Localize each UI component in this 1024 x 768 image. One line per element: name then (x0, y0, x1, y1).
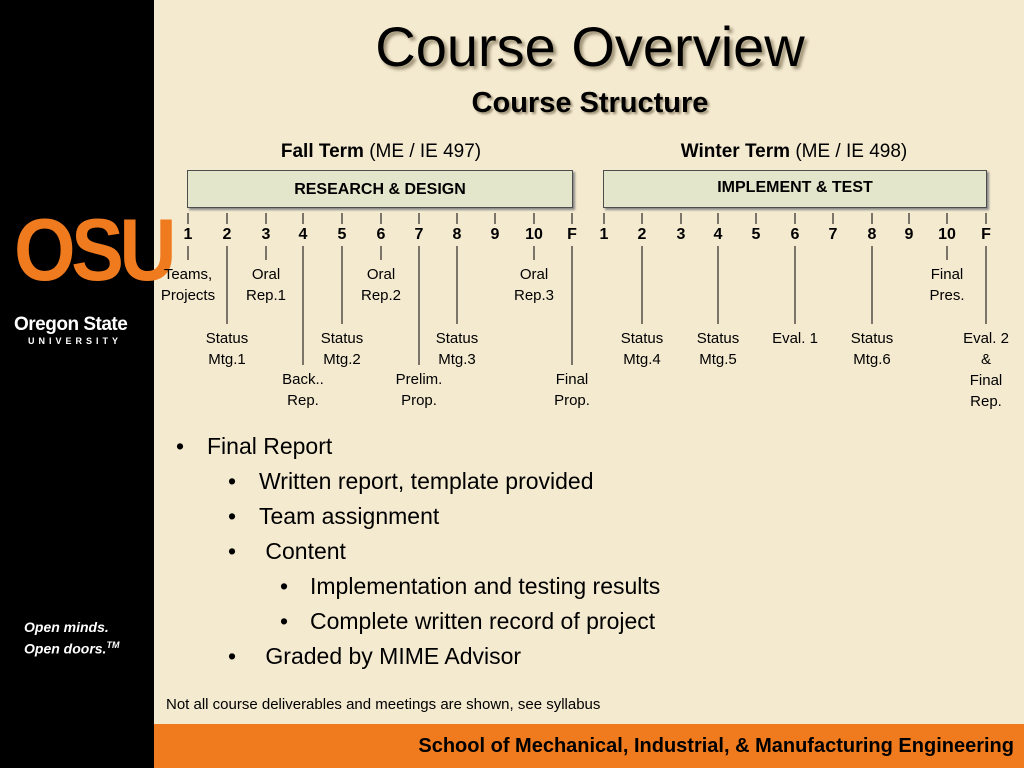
winter-week-label: F (981, 226, 991, 243)
timeline-event-line: Eval. 2 (963, 330, 1009, 347)
winter-term-name: Winter Term (680, 141, 791, 162)
timeline-event (321, 328, 364, 370)
timeline-event (361, 264, 401, 306)
winter-week-label: 3 (676, 226, 686, 243)
bullet-dot-icon: • (176, 433, 185, 459)
fall-week-label: 10 (525, 226, 543, 243)
timeline-event (282, 369, 324, 411)
timeline-event-line: Final (969, 372, 1003, 389)
winter-week-label: 9 (904, 226, 914, 243)
timeline-event-line: Final (555, 371, 589, 388)
bullet-item-level-3: Implementation and testing results (310, 573, 661, 599)
footer-bar (154, 724, 1024, 768)
bullet-dot-icon: • (228, 538, 237, 564)
fall-phase-box: RESEARCH & DESIGN (187, 170, 573, 208)
fall-term-course: (ME / IE 497) (369, 141, 482, 162)
winter-week-label: 10 (938, 226, 956, 243)
fall-week-label: 5 (337, 226, 347, 243)
timeline-event-line: Status (435, 330, 479, 347)
timeline-event-line: Oral (366, 266, 396, 283)
osu-logo-university: UNIVERSITY (28, 336, 123, 346)
timeline-event (851, 328, 894, 370)
footnote: Not all course deliverables and meetings are shown, see syllabus (166, 696, 601, 713)
timeline-event-line: Oral (519, 266, 549, 283)
timeline-event-line: Prop. (401, 392, 437, 409)
timeline-event-line: & (980, 351, 992, 368)
timeline-event-line: Eval. 1 (772, 330, 818, 347)
bullet-dot-icon: • (280, 608, 289, 634)
osu-logo-mark: OSU (14, 200, 173, 299)
fall-week-label: 1 (183, 226, 193, 243)
timeline-event (554, 369, 590, 411)
timeline-event (206, 328, 249, 370)
footer-text: School of Mechanical, Industrial, & Manufacturing Engineering (418, 735, 1014, 757)
timeline-event-line: Status (850, 330, 894, 347)
winter-week-label: 6 (790, 226, 800, 243)
timeline-event-line: Status (620, 330, 664, 347)
fall-week-label: 6 (376, 226, 386, 243)
winter-week-label: 5 (751, 226, 761, 243)
fall-week-label: 3 (261, 226, 271, 243)
timeline-event-line: Rep.3 (513, 287, 555, 304)
bullet-dot-icon: • (228, 468, 237, 494)
fall-week-label: 9 (490, 226, 500, 243)
timeline-event (161, 264, 215, 306)
winter-week-label: 8 (867, 226, 877, 243)
bullet-dot-icon: • (280, 573, 289, 599)
bullet-item-level-2: Graded by MIME Advisor (259, 643, 522, 669)
slide-title: Course Overview (375, 15, 805, 78)
timeline-event (396, 369, 443, 411)
fall-week-label: 2 (222, 226, 232, 243)
bullet-item-level-1: Final Report (207, 433, 333, 459)
timeline-event-line: Rep.1 (245, 287, 287, 304)
tagline-line-1: Open minds. (24, 619, 109, 635)
timeline-event-line: Mtg.1 (208, 351, 246, 368)
fall-term-name: Fall Term (280, 141, 364, 162)
timeline-event-line: Status (320, 330, 364, 347)
timeline-event-line: Teams, (163, 266, 213, 283)
tagline-line-2-text: Open doors. (24, 640, 107, 657)
bullet-item-level-2: Content (259, 538, 346, 564)
timeline-event-line: Back.. (282, 371, 324, 388)
timeline-event-line: Rep.2 (360, 287, 402, 304)
timeline-event (621, 328, 664, 370)
osu-logo-name: Oregon State (14, 314, 128, 335)
timeline-event (963, 328, 1009, 412)
timeline-event-line: Rep. (970, 393, 1002, 410)
slide-subtitle: Course Structure (471, 87, 709, 119)
timeline-event-line: Mtg.5 (699, 351, 737, 368)
timeline-event-line: Projects (160, 287, 216, 304)
trademark-mark: TM (106, 640, 120, 650)
fall-week-label: 8 (452, 226, 462, 243)
timeline-event-line: Pres. (929, 287, 965, 304)
timeline-event-line: Mtg.3 (438, 351, 476, 368)
timeline-event-line: Oral (251, 266, 281, 283)
timeline-event-line: Final (930, 266, 964, 283)
winter-week-label: 7 (828, 226, 838, 243)
timeline-event-line: Status (696, 330, 740, 347)
timeline-event-line: Prelim. (395, 371, 443, 388)
winter-week-label: 4 (713, 226, 723, 243)
timeline-event (246, 264, 286, 306)
winter-term-course: (ME / IE 498) (795, 141, 908, 162)
timeline-event-line: Mtg.2 (323, 351, 361, 368)
winter-phase-box: IMPLEMENT & TEST (603, 170, 987, 208)
fall-week-label: F (567, 226, 577, 243)
timeline-event (436, 328, 479, 370)
timeline-event (772, 328, 818, 349)
timeline-event-line: Mtg.4 (623, 351, 661, 368)
timeline-event (514, 264, 554, 306)
timeline-event-line: Prop. (554, 392, 590, 409)
fall-week-label: 4 (298, 226, 308, 243)
bullet-dot-icon: • (228, 503, 237, 529)
bullet-item-level-2: Written report, template provided (259, 468, 594, 494)
timeline-event (697, 328, 740, 370)
timeline-event-line: Rep. (287, 392, 319, 409)
timeline-event (929, 264, 964, 306)
timeline-event-line: Status (205, 330, 249, 347)
bullet-item-level-2: Team assignment (259, 503, 440, 529)
bullet-item-level-3: Complete written record of project (310, 608, 656, 634)
fall-week-label: 7 (414, 226, 424, 243)
bullet-dot-icon: • (228, 643, 237, 669)
timeline-event-line: Mtg.6 (853, 351, 891, 368)
winter-week-label: 1 (599, 226, 609, 243)
winter-week-label: 2 (637, 226, 647, 243)
